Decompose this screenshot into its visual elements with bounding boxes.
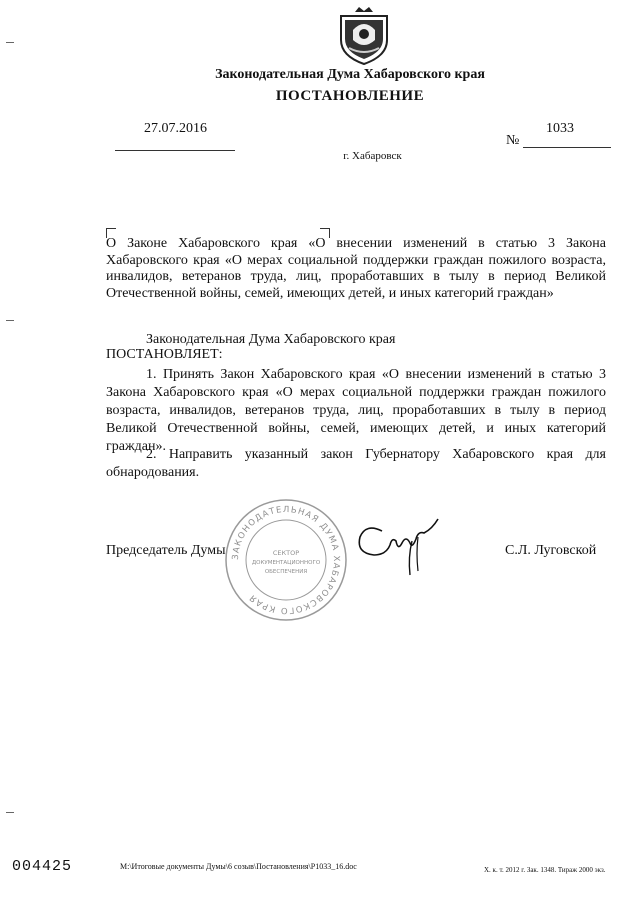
number-underline	[523, 147, 611, 148]
decision-item-2: 2. Направить указанный закон Губернатору Хабаровского края для обнародования.	[106, 447, 606, 480]
decision-item-1: 1. Принять Закон Хабаровского края «О внесении изменений в статью 3 Закона Хабаровского края «О мерах социальной поддержки граждан пожилого возраста, инвалидов, ветеранов труда, лиц, проработавших в тылу в период Великой Отечественной войны, семей, имеющих детей, и иных категорий граждан».	[106, 367, 606, 454]
svg-text:ОБЕСПЕЧЕНИЯ: ОБЕСПЕЧЕНИЯ	[264, 569, 308, 575]
document-type: ПОСТАНОВЛЕНИЕ	[275, 88, 425, 104]
body-intro: Законодательная Дума Хабаровского края	[146, 332, 396, 347]
svg-text:СЕКТОР: СЕКТОР	[272, 549, 300, 557]
margin-mark	[6, 320, 14, 321]
svg-text:ДОКУМЕНТАЦИОННОГО: ДОКУМЕНТАЦИОННОГО	[251, 560, 321, 566]
number-label: №	[506, 133, 520, 148]
registration-code: 004425	[12, 858, 73, 875]
print-info: Х. к. т. 2012 г. Зак. 1348. Тираж 2000 экз.	[484, 866, 606, 874]
seal-stamp-icon	[223, 497, 349, 623]
seal-ring-text: ЗАКОНОДАТЕЛЬНАЯ ДУМА ХАБАРОВСКОГО КРАЯ	[230, 504, 342, 616]
coat-of-arms-icon	[333, 4, 395, 66]
body-decree: ПОСТАНОВЛЯЕТ:	[106, 347, 223, 362]
document-date: 27.07.2016	[144, 121, 207, 136]
file-path: M:\Итоговые документы Думы\6 созыв\Постановления\Р1033_16.doc	[120, 862, 357, 871]
chairman-label: Председатель Думы	[106, 543, 226, 558]
organization-title: Законодательная Дума Хабаровского края	[215, 67, 485, 82]
margin-mark	[6, 42, 14, 43]
chairman-name: С.Л. Луговской	[505, 543, 597, 558]
city: г. Хабаровск	[343, 150, 402, 162]
margin-mark	[6, 812, 14, 813]
handwritten-signature	[352, 513, 442, 578]
document-subject: О Законе Хабаровского края «О внесении изменений в статью 3 Закона Хабаровского края «О мерах социальной поддержки граждан пожилого возраста, инвалидов, ветеранов труда, лиц, проработавших в тылу в период Великой Отечественной войны, семей, имеющих детей, и иных категорий граждан»	[106, 236, 606, 301]
document-number: 1033	[546, 121, 574, 136]
